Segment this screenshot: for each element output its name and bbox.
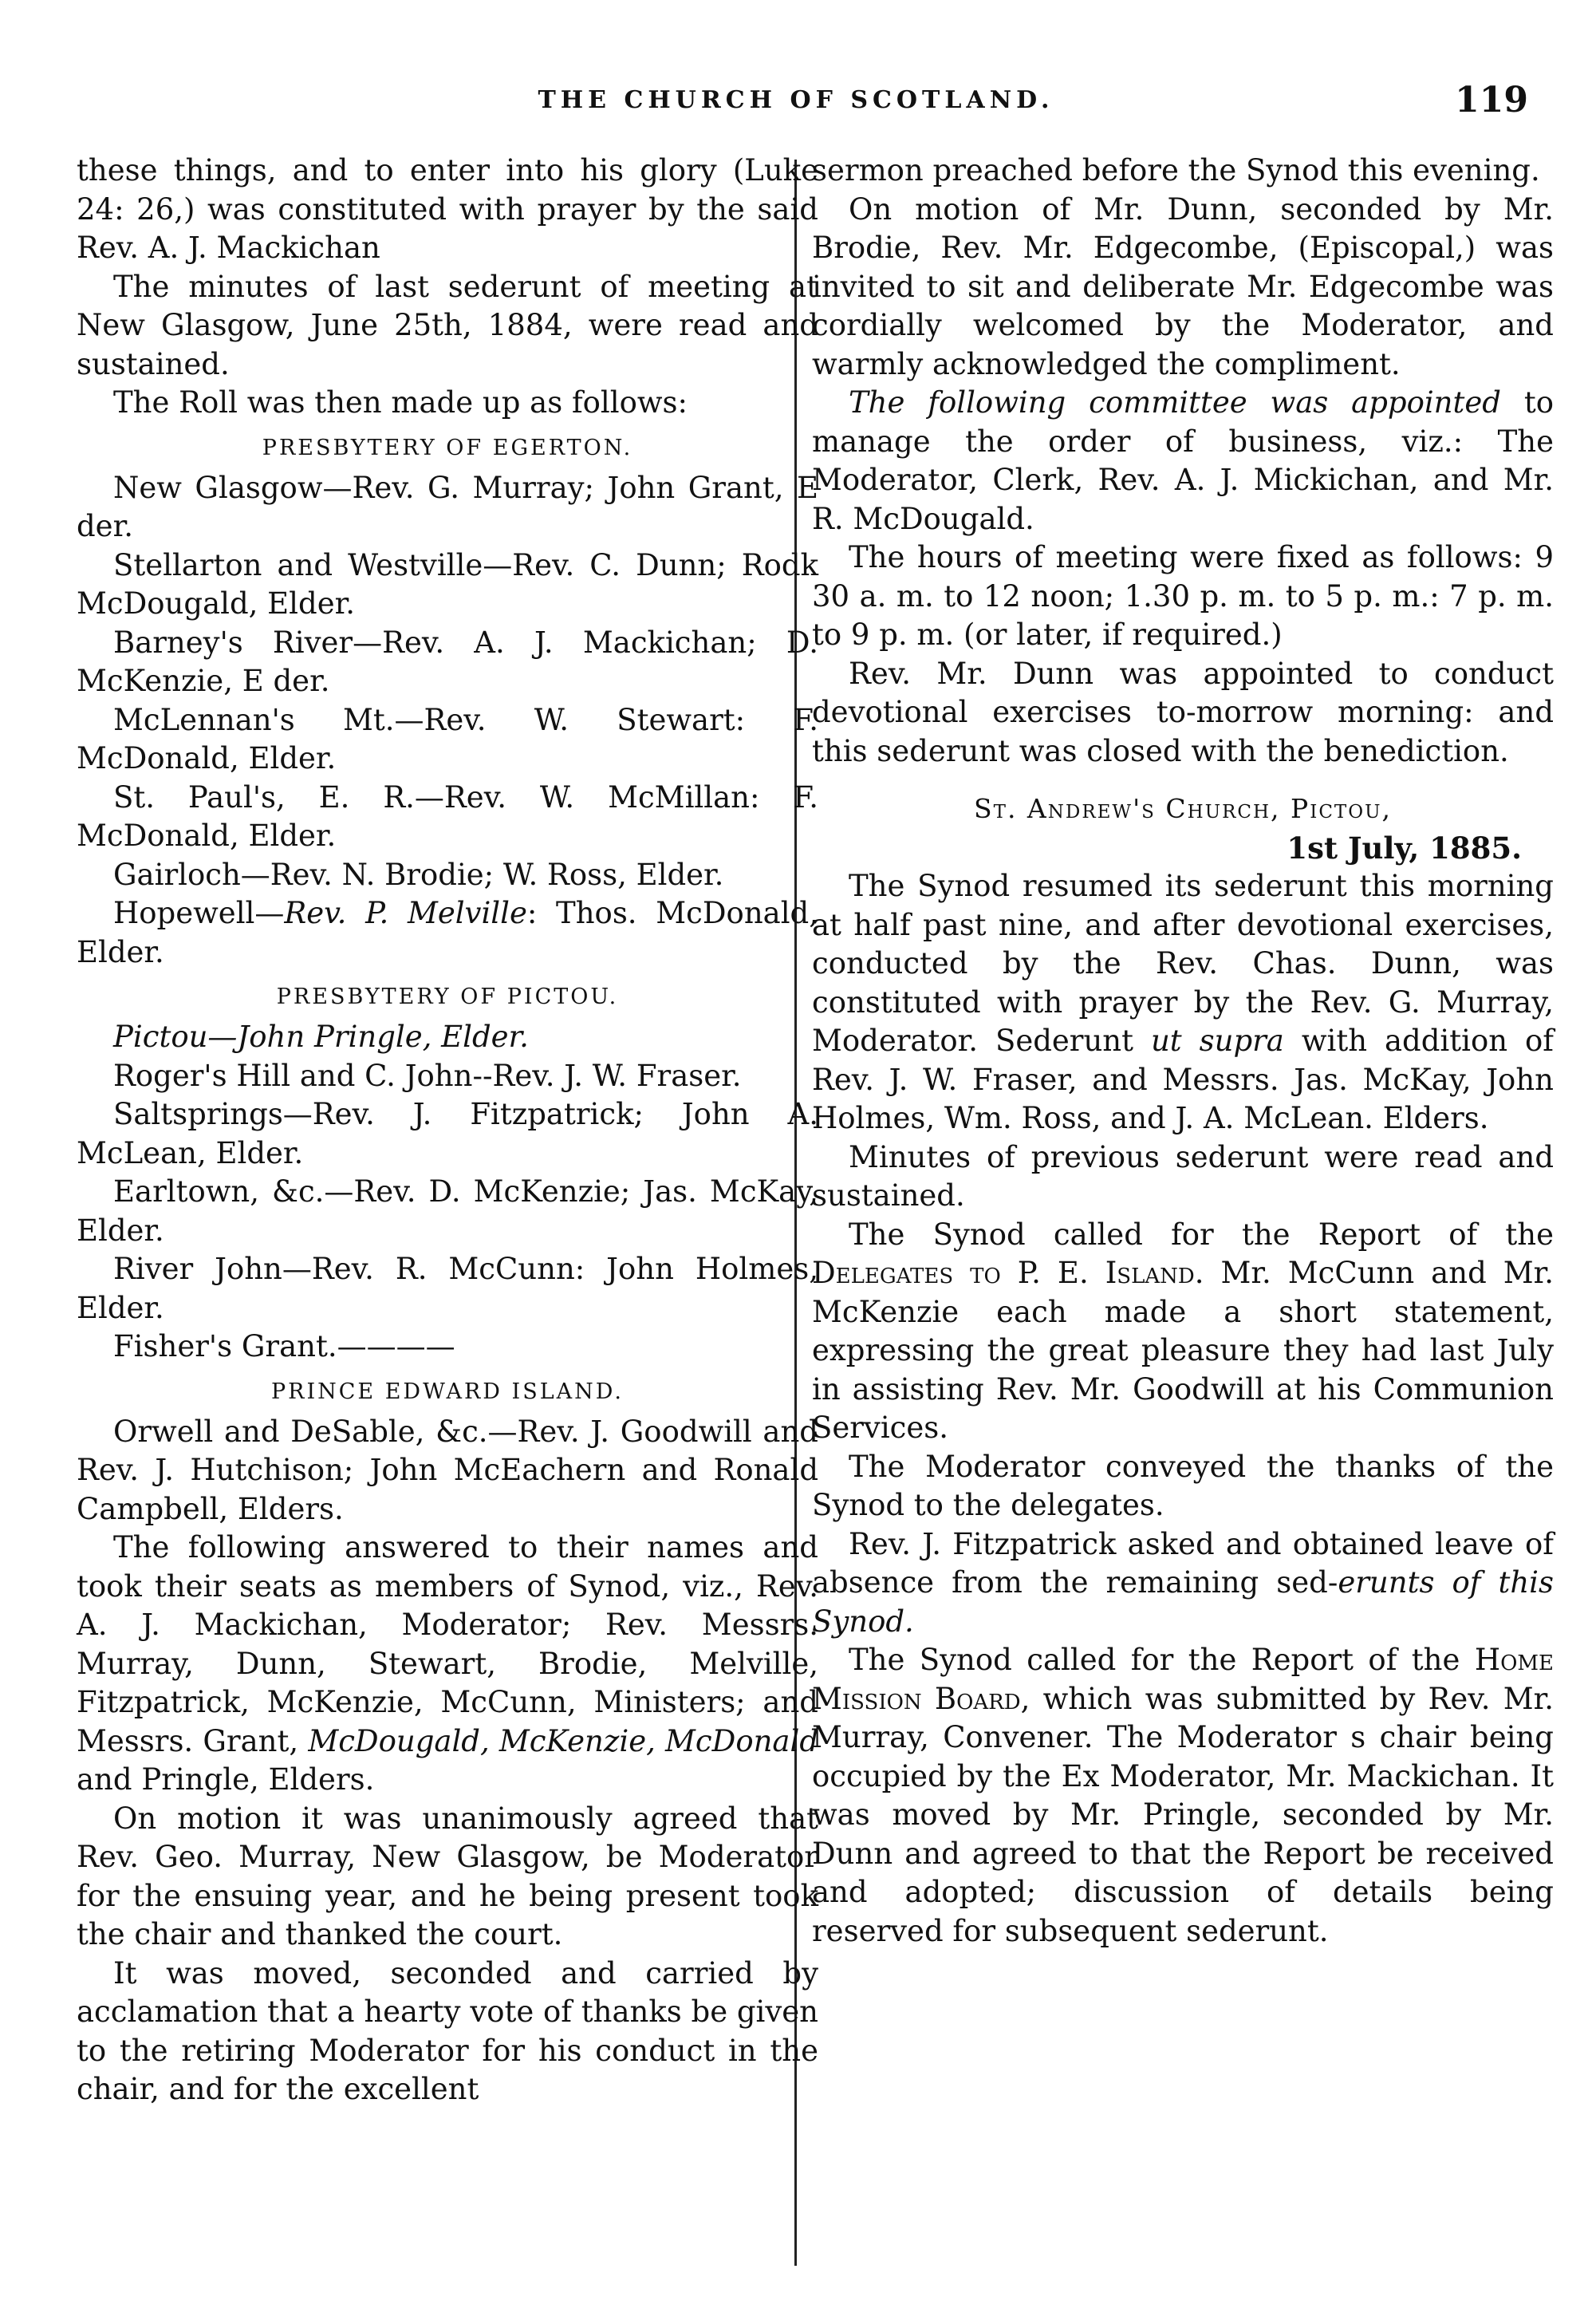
text-run: The following answered to their names and took their seats as members of Synod, viz., Rev. A. J. Mackichan, Moderator; Rev. Messrs. Murray, Dunn, Stewart, Brodie, Melville, Fitzpatrick, McKenzie, McCunn, Ministers; and Messrs. Grant,: [77, 1530, 818, 1758]
text-run-italic: erunts of this Synod.: [812, 1565, 1554, 1639]
text-run: Mr. McCunn and Mr. McKenzie each made a short statement, expressing the great pleasure they had last July in assisting Rev. Mr. Goodwill at his Communion Services.: [812, 1256, 1555, 1445]
dateline: 1st July, 1885.: [1287, 830, 1522, 866]
roll-entry: St. Paul's, E. R.—Rev. W. McMillan: F. McDonald, Elder.: [77, 779, 818, 853]
roll-entry: Saltsprings—Rev. J. Fitzpatrick; John A. McLean, Elder.: [77, 1097, 818, 1170]
paragraph: sermon preached before the Synod this evening.: [812, 153, 1540, 187]
text-run-smallcaps: Delegates to P. E. Island.: [812, 1256, 1204, 1290]
church-heading: St. Andrew's Church, Pictou,: [974, 793, 1392, 824]
text-run: and Pringle, Elders.: [77, 1762, 375, 1797]
roll-entry: Gairloch—Rev. N. Brodie; W. Ross, Elder.: [113, 857, 724, 892]
roll-entry: New Glasgow—Rev. G. Murray; John Grant, E der.: [77, 470, 818, 543]
roll-entry: Orwell and DeSable, &c.—Rev. J. Goodwill and Rev. J. Hutchison; John McEachern and Ronald Campbell, Elders.: [77, 1414, 818, 1526]
text-run: Rev. J. Fitzpatrick asked and obtained leave of absence from the remaining sed-: [812, 1526, 1554, 1600]
paragraph: It was moved, seconded and carried by acclamation that a hearty vote of thanks be given to the retiring Moderator for his conduct in the chair, and for the excellent: [77, 1955, 819, 2106]
running-head: THE CHURCH OF SCOTLAND.: [538, 86, 1054, 114]
left-column: [77, 152, 818, 2109]
paragraph: On motion of Mr. Dunn, seconded by Mr. Brodie, Rev. Mr. Edgecombe, (Episcopal,) was invited to sit and deliberate Mr. Edgecombe was cordially welcomed by the Moderator, and warmly acknowledged the compliment.: [812, 191, 1554, 381]
text-run: which was submitted by Rev. Mr. Murray, Convener. The Moderator s chair being occupied by the Ex Moderator, Mr. Mackichan. It was moved by Mr. Pringle, seconded by Mr. Dunn and agreed to that the Report be received and adopted; discussion of details being reserved for subsequent sederunt.: [812, 1681, 1554, 1948]
text-run-smallcaps: Home Mission Board,: [812, 1643, 1554, 1716]
roll-entry: [77, 894, 818, 972]
paragraph: The Moderator conveyed the thanks of the Synod to the delegates.: [812, 1449, 1554, 1522]
roll-entry: Earltown, &c.—Rev. D. McKenzie; Jas. McKay, Elder.: [77, 1174, 818, 1248]
text-run: The Synod resumed its sederunt this morning at half past nine, and after devotional exercises, conducted by the Rev. Chas. Dunn, was constituted with prayer by the Rev. G. Murray, Moderator. Sederunt: [812, 869, 1554, 1058]
roll-entry: McLennan's Mt.—Rev. W. Stewart: F. McDonald, Elder.: [77, 702, 818, 775]
section-heading-pictou: PRESBYTERY OF PICTOU.: [276, 984, 619, 1009]
roll-minister: Rev. P. Melville: [284, 896, 527, 930]
roll-elder: : Thos. McDonald, Elder.: [77, 896, 818, 969]
roll-entry: Stellarton and Westville—Rev. C. Dunn; Rodk McDougald, Elder.: [77, 547, 818, 621]
right-column: [812, 152, 1554, 1951]
roll-place: Hopewell—: [113, 896, 285, 930]
text-run-italic: ut supra: [1150, 1024, 1284, 1058]
paragraph: [812, 1525, 1554, 1642]
paragraph: The hours of meeting were fixed as follows: 9 30 a. m. to 12 noon; 1.30 p. m. to 5 p. m.: 7 p. m. to 9 p. m. (or later, if required.): [812, 540, 1554, 652]
paragraph: [812, 867, 1554, 1138]
text-run-italic: McDougald, McKenzie, McDonald: [308, 1723, 819, 1758]
paragraph: The Roll was then made up as follows:: [113, 385, 688, 420]
paragraph: The minutes of last sederunt of meeting at New Glasgow, June 25th, 1884, were read and sustained.: [77, 269, 818, 381]
paragraph: [812, 1641, 1554, 1951]
paragraph: [812, 1216, 1554, 1448]
paragraph: [812, 384, 1554, 539]
roll-entry: Fisher's Grant.————: [113, 1329, 455, 1363]
text-run: to manage the order of business, viz.: The Moderator, Clerk, Rev. A. J. Mickichan, and Mr. R. McDougald.: [812, 385, 1555, 536]
roll-entry: Pictou—John Pringle, Elder.: [113, 1020, 529, 1054]
text-run-italic: The following committee was appointed: [849, 385, 1501, 420]
paragraph: these things, and to enter into his glory (Luke 24: 26,) was constituted with prayer by the said Rev. A. J. Mackichan: [77, 153, 818, 265]
paragraph: Rev. Mr. Dunn was appointed to conduct devotional exercises to-morrow morning: and this sederunt was closed with the benediction.: [812, 656, 1554, 768]
paragraph: Minutes of previous sederunt were read and sustained.: [812, 1139, 1554, 1213]
paragraph: On motion it was unanimously agreed that Rev. Geo. Murray, New Glasgow, be Moderator for the ensuing year, and he being present took the chair and thanked the court.: [77, 1801, 818, 1951]
roll-entry: River John—Rev. R. McCunn: John Holmes, Elder.: [77, 1252, 818, 1325]
text-run: The Synod called for the Report of the: [849, 1217, 1554, 1252]
section-heading-pei: PRINCE EDWARD ISLAND.: [270, 1379, 625, 1404]
page-number: 119: [1455, 80, 1528, 120]
roll-entry: Barney's River—Rev. A. J. Mackichan; D. McKenzie, E der.: [77, 625, 818, 698]
paragraph: [77, 1529, 818, 1800]
text-run: The Synod called for the Report of the: [849, 1643, 1475, 1677]
section-heading-egerton: PRESBYTERY OF EGERTON.: [262, 435, 633, 460]
roll-entry: Roger's Hill and C. John--Rev. J. W. Fraser.: [113, 1058, 742, 1093]
text-run: with addition of Rev. J. W. Fraser, and Messrs. Jas. McKay, John Holmes, Wm. Ross, and J. A. McLean. Elders.: [812, 1024, 1554, 1135]
